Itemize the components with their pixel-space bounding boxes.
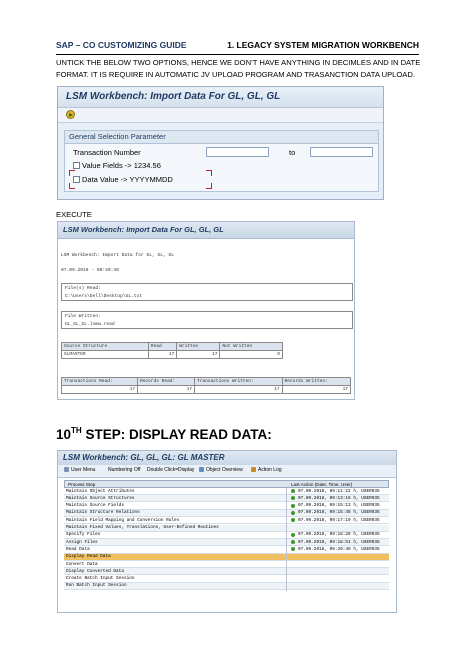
process-step-label: Read Data xyxy=(66,546,90,552)
process-step-row[interactable] xyxy=(64,546,389,553)
td-records-written: 17 xyxy=(282,386,350,394)
td-written: 17 xyxy=(177,351,220,359)
user-menu-label: User Menu xyxy=(71,467,96,473)
intro-line-1: UNTICK THE BELOW TWO OPTIONS, HENCE WE DON’T HAVE ANYTHING IN DECIMLES AND IN DATE xyxy=(56,58,421,67)
screen3-toolbar xyxy=(58,465,396,478)
th-written: Written xyxy=(177,343,220,351)
status-ok-icon xyxy=(291,511,295,515)
transaction-to-input[interactable] xyxy=(310,147,373,157)
status-ok-icon xyxy=(291,489,295,493)
process-step-row[interactable] xyxy=(64,539,389,546)
last-action-text: 07.09.2018, 09:20:49 h, USER935 xyxy=(298,546,380,552)
data-value-checkbox[interactable] xyxy=(73,176,80,183)
screen1-title: LSM Workbench: Import Data For GL, GL, GL xyxy=(66,91,281,102)
process-step-label: Display Converted Data xyxy=(66,568,124,574)
process-step-row[interactable] xyxy=(64,554,389,561)
process-step-label: Run Batch Input Session xyxy=(66,583,127,589)
grid-column-separator xyxy=(286,488,287,591)
td-not-written: 0 xyxy=(220,351,283,359)
process-step-label: Maintain Object Attributes xyxy=(66,488,135,494)
th-transactions-read: Transactions Read: xyxy=(62,378,138,386)
screen2-title: LSM Workbench: Import Data For GL, GL, GL xyxy=(63,225,224,234)
process-step-row[interactable] xyxy=(64,568,389,575)
td-structure: GLMASTER xyxy=(62,351,149,359)
th-read: Read xyxy=(148,343,176,351)
process-step-label: Display Read Data xyxy=(66,554,111,560)
header-right: 1. LEGACY SYSTEM MIGRATION WORKBENCH xyxy=(227,40,419,50)
td-transactions-read: 17 xyxy=(62,386,138,394)
status-ok-icon xyxy=(291,496,295,500)
process-step-row[interactable] xyxy=(64,532,389,539)
th-not-written: Not Written xyxy=(220,343,283,351)
process-step-label: Maintain Field Mapping and Conversion Rules xyxy=(66,517,180,523)
user-menu-icon xyxy=(64,467,69,472)
process-step-label: Assign Files xyxy=(66,539,98,545)
col-last-action: Last Action (Date, Time, User) xyxy=(291,482,353,487)
log-subtitle: LSM Workbench: Import Data for GL, GL, GL xyxy=(61,253,175,258)
page-header xyxy=(56,40,419,55)
last-action-text: 07.09.2018, 09:11:22 h, USER935 xyxy=(298,488,380,494)
double-click-display-label: Double Click=Display xyxy=(147,467,195,473)
group-title: General Selection Parameter xyxy=(69,132,166,141)
file-written-frame xyxy=(61,311,353,329)
process-step-label: Specify Files xyxy=(66,532,101,538)
last-action-text: 07.09.2018, 09:18:51 h, USER935 xyxy=(298,539,380,545)
th-records-written: Records Written: xyxy=(282,378,350,386)
sap-selection-screen xyxy=(57,86,384,200)
process-step-label: Maintain Source Fields xyxy=(66,503,124,509)
object-overview-button[interactable] xyxy=(199,467,243,473)
value-fields-label: Value Fields -> 1234.56 xyxy=(82,161,161,170)
structure-table xyxy=(61,342,283,359)
status-ok-icon xyxy=(291,547,295,551)
process-step-row[interactable] xyxy=(64,525,389,532)
screen3-title: LSM Workbench: GL, GL, GL: GL MASTER xyxy=(63,453,225,462)
screen2-title-bar xyxy=(58,222,354,239)
execute-caption: EXECUTE xyxy=(56,210,92,219)
td-read: 17 xyxy=(148,351,176,359)
process-step-label: Create Batch Input Session xyxy=(66,576,135,582)
status-ok-icon xyxy=(291,533,295,537)
highlight-corner-tl xyxy=(69,170,75,176)
object-overview-label: Object Overview xyxy=(206,467,243,473)
col-process-step: Process Step xyxy=(68,482,96,487)
last-action-text: 07.09.2018, 09:13:16 h, USER935 xyxy=(298,495,380,501)
file-written-path: GL_GL_GL.lsmw.read xyxy=(65,322,115,327)
th-source-structure: Source Structure xyxy=(62,343,149,351)
data-value-label: Data Value -> YYYYMMDD xyxy=(82,175,173,184)
sap-process-steps-screen xyxy=(57,450,397,613)
status-ok-icon xyxy=(291,518,295,522)
sap-read-log-screen xyxy=(57,221,355,400)
grid-header xyxy=(64,480,389,488)
files-read-label: File(s) Read: xyxy=(65,286,101,291)
file-written-label: File Written: xyxy=(65,314,101,319)
td-transactions-written: 17 xyxy=(194,386,282,394)
action-log-button[interactable] xyxy=(251,467,282,473)
process-step-row[interactable] xyxy=(64,561,389,568)
process-step-row[interactable] xyxy=(64,576,389,583)
process-step-row[interactable] xyxy=(64,583,389,590)
process-step-label: Maintain Source Structures xyxy=(66,495,135,501)
th-transactions-written: Transactions Written: xyxy=(194,378,282,386)
totals-table xyxy=(61,377,351,394)
last-action-text: 07.09.2018, 09:15:45 h, USER935 xyxy=(298,510,380,516)
highlight-corner-br xyxy=(206,183,212,189)
highlight-corner-bl xyxy=(69,183,75,189)
screen1-title-bar xyxy=(58,87,383,108)
screen3-title-bar xyxy=(58,451,396,465)
process-step-label: Convert Data xyxy=(66,561,98,567)
status-ok-icon xyxy=(291,504,295,508)
transaction-from-input[interactable] xyxy=(206,147,269,157)
numbering-off-label: Numbering Off xyxy=(108,467,141,473)
step-heading xyxy=(56,426,272,442)
process-step-label: Maintain Fixed Values, Translations, User-Defined Routines xyxy=(66,525,219,530)
last-action-text: 07.09.2018, 09:15:13 h, USER935 xyxy=(298,503,380,509)
process-step-row[interactable] xyxy=(64,503,389,510)
process-step-label: Maintain Structure Relations xyxy=(66,510,140,516)
double-click-display-button[interactable] xyxy=(147,467,194,473)
to-label: to xyxy=(289,148,296,157)
screen2-body xyxy=(58,239,354,399)
log-datetime: 07.09.2018 - 09:20:49 xyxy=(61,268,119,273)
status-ok-icon xyxy=(291,540,295,544)
th-records-read: Records Read: xyxy=(138,378,195,386)
process-step-row[interactable] xyxy=(64,488,389,495)
last-action-text: 07.09.2018, 09:18:29 h, USER935 xyxy=(298,532,380,538)
step-text: STEP: DISPLAY READ DATA: xyxy=(81,427,272,442)
files-read-path: C:\Users\Dell\Desktop\GL.txt xyxy=(65,294,143,299)
execute-icon[interactable] xyxy=(66,110,75,119)
step-suffix: TH xyxy=(71,426,82,435)
object-overview-icon xyxy=(199,467,204,472)
general-selection-group xyxy=(64,130,379,192)
highlight-corner-tr xyxy=(206,170,212,176)
process-step-row[interactable] xyxy=(64,495,389,502)
process-step-row[interactable] xyxy=(64,517,389,524)
files-read-frame xyxy=(61,283,353,301)
numbering-off-button[interactable] xyxy=(108,467,140,473)
transaction-number-label: Transaction Number xyxy=(73,148,141,157)
last-action-text: 07.09.2018, 09:17:19 h, USER935 xyxy=(298,517,380,523)
screen1-toolbar xyxy=(58,108,383,123)
td-records-read: 17 xyxy=(138,386,195,394)
header-left: SAP – CO CUSTOMIZING GUIDE xyxy=(56,40,187,50)
action-log-icon xyxy=(251,467,256,472)
step-number: 10 xyxy=(56,427,72,442)
value-fields-checkbox[interactable] xyxy=(73,162,80,169)
process-step-row[interactable] xyxy=(64,510,389,517)
action-log-label: Action Log xyxy=(258,467,282,473)
user-menu-button[interactable] xyxy=(64,467,95,473)
intro-line-2: FORMAT. IT IS REQUIRE IN AUTOMATIC JV UPLOAD PROGRAM AND TRASANCTION DATA UPLOAD. xyxy=(56,70,415,79)
intro-paragraph xyxy=(56,57,421,81)
